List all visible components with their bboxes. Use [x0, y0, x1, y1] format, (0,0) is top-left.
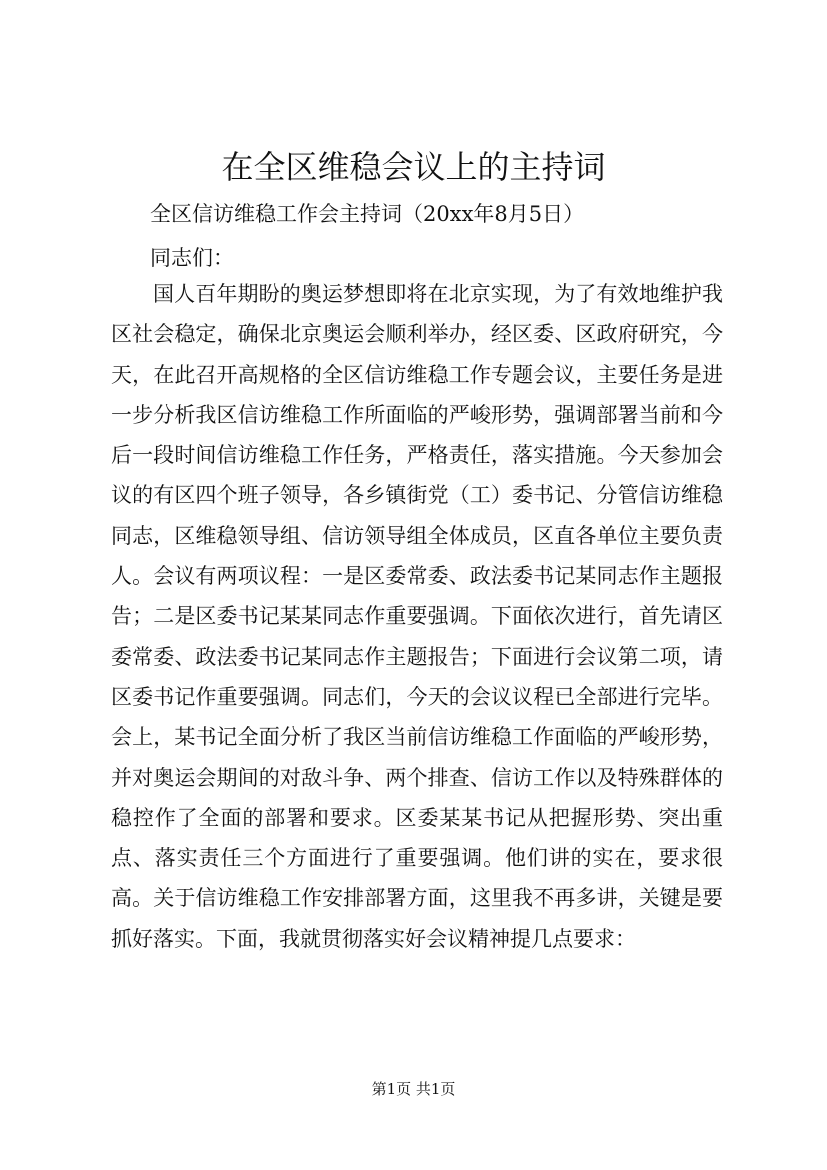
- page-footer: 第1页 共1页: [371, 1080, 456, 1098]
- body-paragraph: 国人百年期盼的奥运梦想即将在北京实现，为了有效地维护我区社会稳定，确保北京奥运会顺利举办，经区委、区政府研究，今天，在此召开高规格的全区信访维稳工作专题会议，主要任务是进一步分析我区信访维稳工作所面临的严峻形势，强调部署当前和今后一段时间信访维稳工作任务，严格责任，落实措施。今天参加会议的有区四个班子领导，各乡镇街党（工）委书记、分管信访维稳同志，区维稳领导组、信访领导组全体成员，区直各单位主要负责人。会议有两项议程：一是区委常委、政法委书记某同志作主题报告；二是区委书记某某同志作重要强调。下面依次进行，首先请区委常委、政法委书记某同志作主题报告；下面进行会议第二项，请区委书记作重要强调。同志们，今天的会议议程已全部进行完毕。会上，某书记全面分析了我区当前信访维稳工作面临的严峻形势，并对奥运会期间的对敌斗争、两个排查、信访工作以及特殊群体的稳控作了全面的部署和要求。区委某某书记从把握形势、突出重点、落实责任三个方面进行了重要强调。他们讲的实在，要求很高。关于信访维稳工作安排部署方面，这里我不再多讲，关键是要抓好落实。下面，我就贯彻落实好会议精神提几点要求：: [111, 282, 723, 951]
- document-title: 在全区维稳会议上的主持词: [221, 148, 606, 186]
- greeting: 同志们：: [150, 246, 234, 270]
- document-subtitle: 全区信访维稳工作会主持词（20xx年8月5日）: [150, 202, 585, 226]
